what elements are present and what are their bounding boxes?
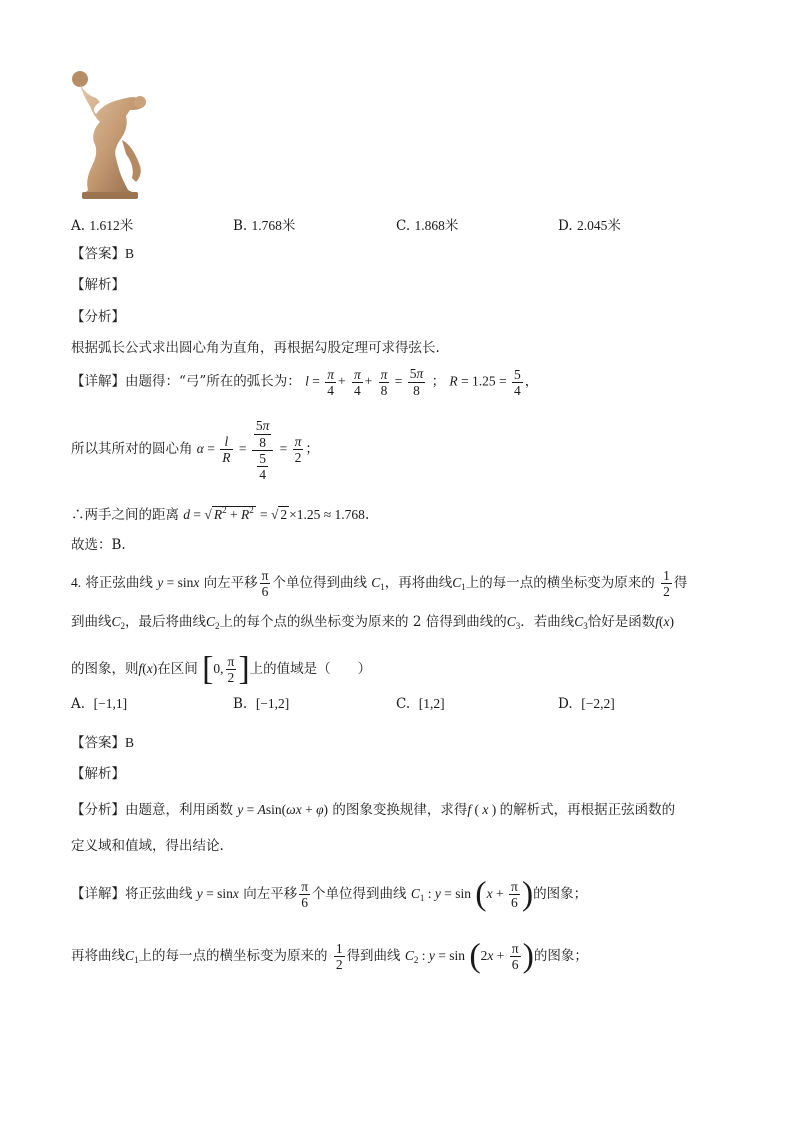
q4-fenxi-line-2: 定义域和值域，得出结论. [71,838,224,854]
q3-option-a: A. 1.612米 [71,218,134,234]
q4-analysis-tag: 【解析】 [71,766,125,782]
q4-stem-line-2: 到曲线$C_2$，最后将曲线$C_2$上的每个点的纵坐标变为原来的 2 倍得到曲线的$C_3$．若曲线$C_3$恰好是函数f(x) [71,614,674,631]
q4-detail-line-1: 【详解】将正弦曲线 y = sinx 向左平移 $\frac{\pi}{6}$ 个单位得到曲线 $C_1$ : y = sin (x + $\frac{\pi}{6}$ )的图象； [71,875,588,913]
q3-option-b: B. 1.768米 [233,218,296,234]
q4-option-c: C. [1,2] [396,696,445,712]
q4-detail-line-2: 再将曲线$C_1$上的每一点的横坐标变为原来的 $\frac{1}{2}$ 得到曲线 $C_2$ : y = sin (2x + $\frac{\pi}{6}$ )的图象； [71,937,588,975]
q3-fenxi-tag: 【分析】 [71,309,125,325]
q4-option-a: A. [−1,1] [71,696,128,712]
q3-answer: 【答案】B [71,246,135,262]
q4-option-b: B. [−1,2] [233,696,290,712]
q3-detail-central-angle: 所以其所对的圆心角 α = $\frac{l}{R}$ = $\frac{\frac{5\pi}{8}}{\frac{5}{4}}$ = $\frac{\pi}{2}$ ； [71,417,319,482]
q4-answer: 【答案】B [71,735,135,751]
q4-fenxi-line-1: 【分析】由题意，利用函数 y = Asin(ωx + φ) 的图象变换规律，求得f ( x ) 的解析式，再根据正弦函数的 [71,802,676,818]
q3-analysis-tag: 【解析】 [71,277,125,293]
q4-option-d: D. [−2,2] [558,696,615,712]
q4-stem-line-1: 4. 将正弦曲线 y = sinx 向左平移 $\frac{\pi}{6}$ 个单位得到曲线 $C_1$，再将曲线$C_1$上的每一点的横坐标变为原来的 $\frac{1}{2}$ 得 [71,568,688,599]
q3-option-c: C. 1.868米 [396,218,459,234]
q4-stem-line-3: 的图象，则f(x)在区间 [0, $\frac{\pi}{2}$ ]上的值域是（ ） [71,650,372,688]
q3-option-d: D. 2.045米 [558,218,621,234]
q3-detail-arc-length: 【详解】由题得：“弓”所在的弧长为： l = $\frac{\pi}{4}$ + $\frac{\pi}{4}$ + $\frac{\pi}{8}$ = $\frac{5\pi}{8}$ ； R = 1.25 = $\frac{5}{4}$ ， [71,366,539,398]
q3-conclusion: 故选：B. [71,537,126,553]
q3-detail-distance: ∴两手之间的距离 d = √ $R^2 + R^2$ = √ 2 ×1.25 ≈ 1.768. [71,505,370,523]
discus-thrower-statue-image [70,66,152,200]
q3-fenxi-text: 根据弧长公式求出圆心角为直角，再根据勾股定理可求得弦长. [71,340,440,356]
